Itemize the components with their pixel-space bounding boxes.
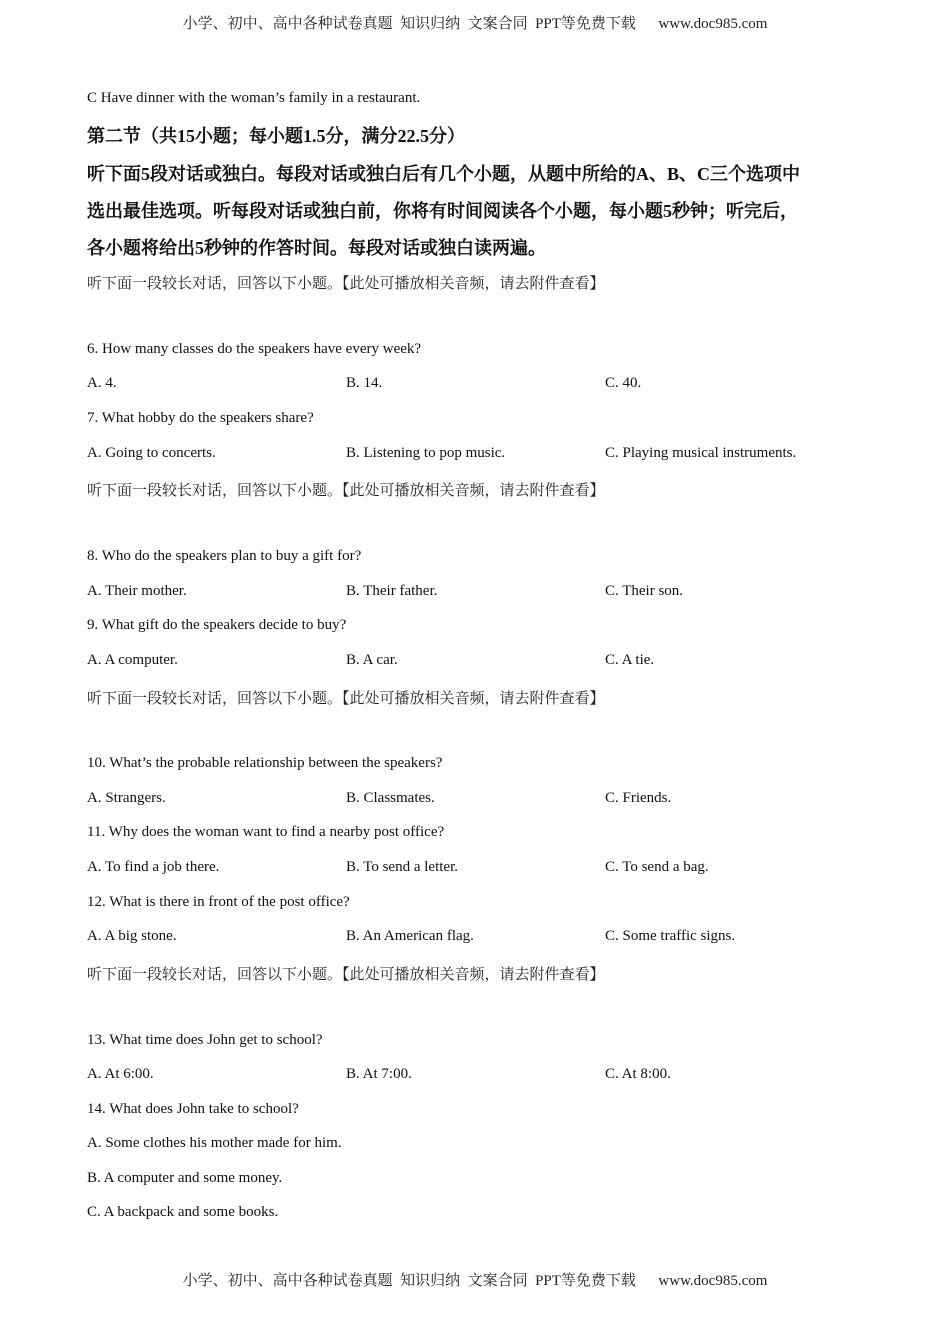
option-b: B. At 7:00.: [346, 1066, 412, 1082]
question-11: 11. Why does the woman want to find a nearby post office?: [87, 824, 445, 840]
audio-note: 听下面一段较长对话，回答以下小题。【此处可播放相关音频，请去附件查看】: [87, 967, 605, 983]
option-b: B. Classmates.: [346, 790, 435, 806]
option-a: A. Going to concerts.: [87, 445, 216, 461]
question-8: 8. Who do the speakers plan to buy a gift for?: [87, 548, 362, 564]
section-instruction-1: 听下面5段对话或独白。每段对话或独白后有几个小题，从题中所给的A、B、C三个选项中: [87, 164, 800, 184]
option-b: B. An American flag.: [346, 928, 474, 944]
option-a: A. Some clothes his mother made for him.: [87, 1135, 342, 1151]
audio-note: 听下面一段较长对话，回答以下小题。【此处可播放相关音频，请去附件查看】: [87, 691, 605, 707]
question-13: 13. What time does John get to school?: [87, 1032, 323, 1048]
option-a: A. At 6:00.: [87, 1066, 154, 1082]
question-10: 10. What’s the probable relationship between the speakers?: [87, 755, 443, 771]
option-b: B. A car.: [346, 652, 398, 668]
option-a: A. Their mother.: [87, 583, 187, 599]
question-6: 6. How many classes do the speakers have every week?: [87, 341, 422, 357]
option-b: B. Listening to pop music.: [346, 445, 506, 461]
previous-option-c: C Have dinner with the woman’s family in a restaurant.: [87, 90, 421, 106]
question-12: 12. What is there in front of the post office?: [87, 894, 350, 910]
page-header: 小学、初中、高中各种试卷真题 知识归纳 文案合同 PPT等免费下载 www.doc985.com: [182, 16, 768, 32]
option-b: B. 14.: [346, 375, 383, 391]
option-c: C. A backpack and some books.: [87, 1204, 279, 1220]
option-a: A. 4.: [87, 375, 117, 391]
audio-note: 听下面一段较长对话，回答以下小题。【此处可播放相关音频，请去附件查看】: [87, 276, 605, 292]
option-c: C. 40.: [605, 375, 642, 391]
question-9: 9. What gift do the speakers decide to buy?: [87, 617, 347, 633]
option-b: B. To send a letter.: [346, 859, 458, 875]
section-instruction-3: 各小题将给出5秒钟的作答时间。每段对话或独白读两遍。: [87, 238, 546, 258]
question-14: 14. What does John take to school?: [87, 1101, 299, 1117]
option-c: C. Their son.: [605, 583, 684, 599]
section-title: 第二节（共15小题；每小题1.5分，满分22.5分）: [87, 126, 465, 146]
option-c: C. Playing musical instruments.: [605, 445, 797, 461]
section-instruction-2: 选出最佳选项。听每段对话或独白前，你将有时间阅读各个小题，每小题5秒钟；听完后，: [87, 201, 798, 221]
option-a: A. Strangers.: [87, 790, 166, 806]
option-a: A. A computer.: [87, 652, 178, 668]
option-c: C. Some traffic signs.: [605, 928, 736, 944]
option-c: C. Friends.: [605, 790, 672, 806]
audio-note: 听下面一段较长对话，回答以下小题。【此处可播放相关音频，请去附件查看】: [87, 483, 605, 499]
option-b: B. Their father.: [346, 583, 438, 599]
option-b: B. A computer and some money.: [87, 1170, 283, 1186]
option-c: C. At 8:00.: [605, 1066, 671, 1082]
page-footer: 小学、初中、高中各种试卷真题 知识归纳 文案合同 PPT等免费下载 www.doc985.com: [182, 1273, 768, 1289]
option-a: A. A big stone.: [87, 928, 177, 944]
option-a: A. To find a job there.: [87, 859, 220, 875]
option-c: C. To send a bag.: [605, 859, 709, 875]
option-c: C. A tie.: [605, 652, 655, 668]
question-7: 7. What hobby do the speakers share?: [87, 410, 314, 426]
